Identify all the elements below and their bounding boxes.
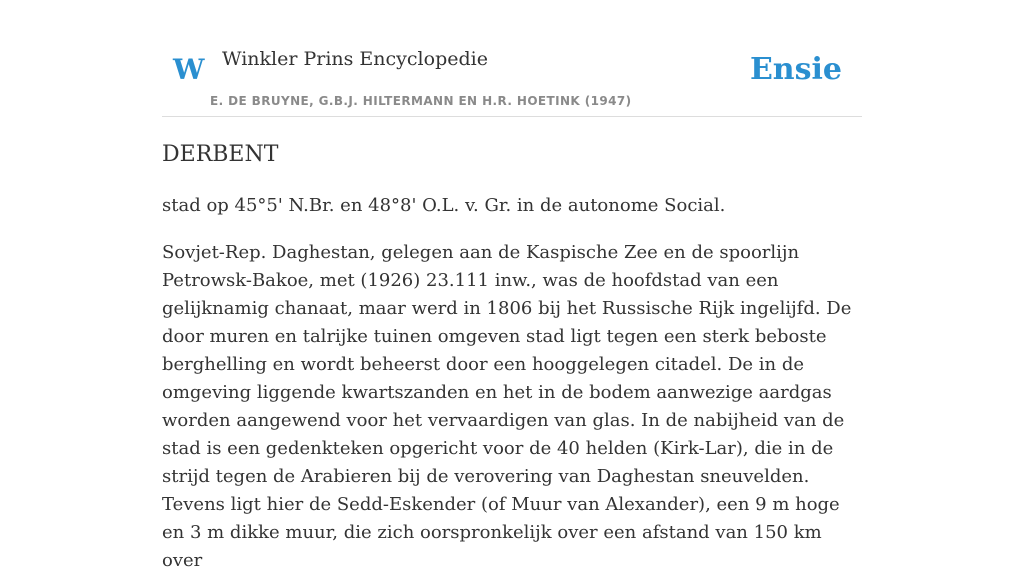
entry-title: DERBENT <box>162 142 279 167</box>
source-title[interactable]: Winkler Prins Encyclopedie <box>222 48 488 70</box>
article-paragraph: Sovjet-Rep. Daghestan, gelegen aan de Kaspische Zee en de spoorlijn Petrowsk-Bakoe, met (1926) 23.111 inw., was de hoofdstad van een gelijknamig chanaat, maar werd in 1806 bij het Russische Rijk ingelijfd. De door muren en talrijke tuinen omgeven stad ligt tegen een sterk beboste berghelling en wordt beheerst door een hooggelegen citadel. De in de omgeving liggende kwartszanden en het in de bodem aanwezige aardgas worden aangewend voor het vervaardigen van glas. In de nabijheid van de stad is een gedenkteken opgericht voor de 40 helden (Kirk-Lar), die in de strijd tegen de Arabieren bij de verovering van Daghestan sneuvelden. Tevens ligt hier de Sedd-Eskender (of Muur van Alexander), een 9 m hoge en 3 m dikke muur, die zich oorspronkelijk over een afstand van 150 km over <box>162 242 852 571</box>
source-header <box>162 0 862 117</box>
ensie-brand-logo[interactable]: Ensie <box>749 52 842 87</box>
winkler-prins-logo[interactable]: W <box>173 53 205 86</box>
article <box>162 140 862 575</box>
article-paragraph: stad op 45°5' N.Br. en 48°8' O.L. v. Gr. in de autonome Social. <box>162 195 726 216</box>
source-authors: E. DE BRUYNE, G.B.J. HILTERMANN EN H.R. HOETINK (1947) <box>210 94 632 108</box>
